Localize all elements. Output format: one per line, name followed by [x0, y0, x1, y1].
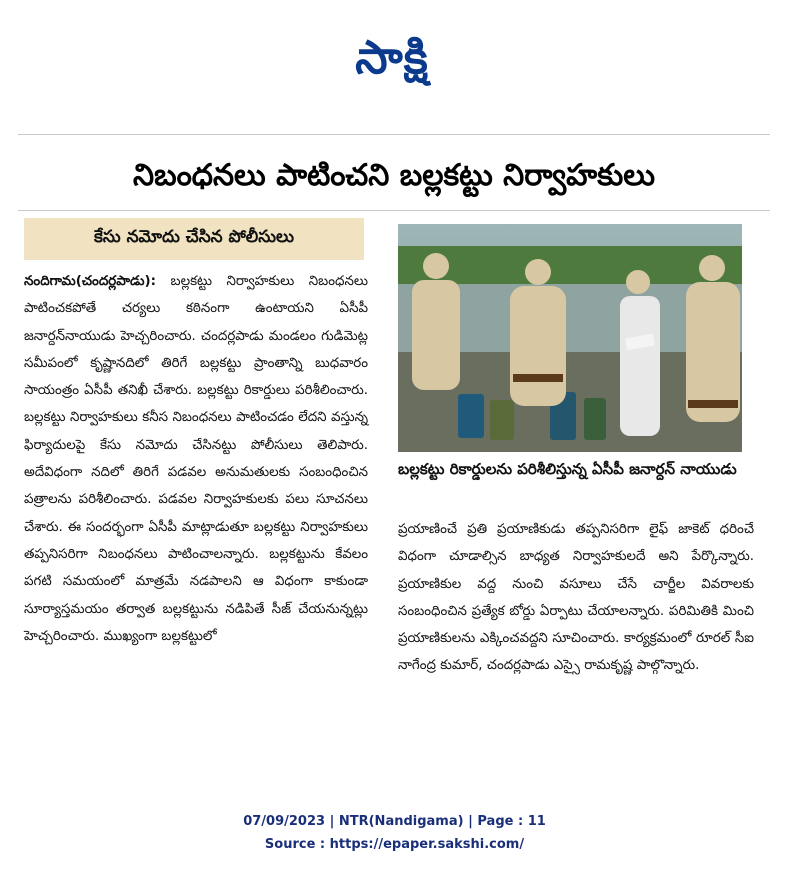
subheadline-text: కేసు నమోదు చేసిన పోలీసులు: [93, 227, 294, 247]
dateline: నందిగామ(చందర్లపాడు):: [24, 274, 157, 289]
footer-date-edition: 07/09/2023 | NTR(Nandigama) | Page : 11: [243, 814, 546, 829]
body-left-text: బల్లకట్టు నిర్వాహకులు నిబంధనలు పాటించకపోతే చర్యలు కఠినంగా ఉంటాయని ఏసీపీ జనార్దన్‌నాయుడు హెచ్చరించారు. చందర్లపాడు మండలం గుడిమెట్ల సమీపంలో కృష్ణానదిలో తిరిగే బల్లకట్టు ప్రాంతాన్ని బుధవారం సాయంత్రం ఏసీపీ తనిఖీ చేశారు. బల్లకట్టు రికార్డులు పరిశీలించారు. బల్లకట్టు నిర్వాహకులు కనీస నిబంధనలు పాటించడం లేదని వస్తున్న ఫిర్యాదులపై కేసు నమోదు చేసినట్టు పోలీసులు తెలిపారు. అదేవిధంగా నదిలో తిరిగే పడవల అనుమతులకు సంబంధించిన పత్రాలను పరిశీలించారు. పడవల నిర్వాహకులకు పలు సూచనలు చేశారు. ఈ సందర్భంగా ఏసీపీ మాట్లాడుతూ బల్లకట్టు నిర్వాహకులు తప్పనిసరిగా నిబంధనలు పాటించాలన్నారు. బల్లకట్టును కేవలం పగటి సమయంలో మాత్రమే నడపాలని ఆ విధంగా కాకుండా సూర్యాస్తమయం తర్వాత బల్లకట్టును నడిపితే సీజ్ చేయనున్నట్లు హెచ్చరించారు. ముఖ్యంగా బల్లకట్టులో: [24, 274, 368, 644]
article-photo: [398, 224, 742, 452]
article-body-left: [24, 268, 368, 650]
masthead-divider: [18, 134, 770, 135]
footer-source-link[interactable]: Source : https://epaper.sakshi.com/: [264, 837, 525, 852]
article-subheadline: [24, 218, 364, 260]
body-right-text: ప్రయాణించే ప్రతి ప్రయాణికుడు తప్పనిసరిగా లైఫ్ జాకెట్ ధరించే విధంగా చూడాల్సిన బాధ్యత నిర్వాహకులదే అని పేర్కొన్నారు. ప్రయాణికుల వద్ద నుంచి వసూలు చేసే చార్జీల వివరాలకు సంబంధించిన ప్రత్యేక బోర్డు ఏర్పాటు చేయాలన్నారు. పరిమితికి మించి ప్రయాణికులను ఎక్కించవద్దని సూచించారు. కార్యక్రమంలో రూరల్ సీఐ నాగేంద్ర కుమార్, చందర్లపాడు ఎస్సై రామకృష్ణ పాల్గొన్నారు.: [398, 522, 754, 674]
sakshi-logo: [292, 18, 492, 96]
logo-text: సాక్షి: [355, 30, 429, 84]
headline-divider: [18, 210, 770, 211]
photo-caption: బల్లకట్టు రికార్డులను పరిశీలిస్తున్న ఏసీపీ జనార్దన్ నాయుడు: [398, 460, 737, 478]
article-body-right: [398, 516, 754, 680]
photo-illustration: [398, 224, 742, 452]
article-headline: నిబంధనలు పాటించని బల్లకట్టు నిర్వాహకులు: [133, 158, 655, 193]
